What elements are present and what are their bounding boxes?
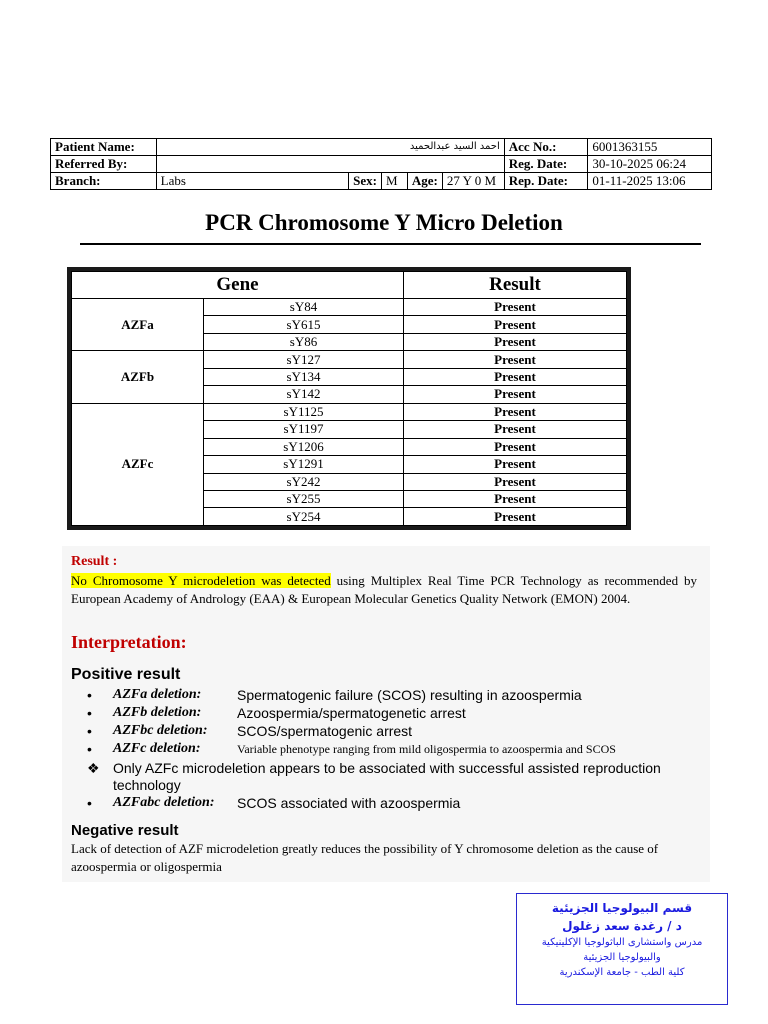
- branch-label: Branch:: [51, 173, 157, 190]
- marker-cell: sY1206: [204, 438, 404, 455]
- positive-result-heading: Positive result: [71, 666, 181, 683]
- result-cell: Present: [404, 456, 627, 473]
- result-heading: Result :: [71, 554, 118, 569]
- marker-cell: sY127: [204, 351, 404, 368]
- result-cell: Present: [404, 473, 627, 490]
- deletion-description: Azoospermia/spermatogenetic arrest: [237, 705, 466, 721]
- result-cell: Present: [404, 421, 627, 438]
- title-divider: [80, 243, 701, 245]
- report-body: [62, 546, 710, 882]
- bullet-icon: •: [87, 687, 92, 703]
- stamp-title: مدرس واستشارى الباثولوجيا الإكلينيكية: [541, 937, 703, 948]
- deletion-term: AZFbc deletion: [113, 723, 203, 738]
- marker-cell: sY134: [204, 368, 404, 385]
- age-label: Age:: [407, 173, 442, 190]
- result-paragraph: [71, 572, 697, 608]
- report-title: PCR Chromosome Y Micro Deletion: [205, 210, 563, 235]
- stamp-title-cont: والبيولوجيا الجزيئية: [583, 952, 661, 963]
- table-row: [72, 299, 627, 316]
- diamond-bullet-icon: ❖: [87, 760, 100, 776]
- stamp-department: قسم البيولوجيا الجزيئية: [551, 901, 693, 915]
- gene-table-body: [72, 299, 627, 526]
- patient-name-label: Patient Name:: [51, 139, 157, 156]
- referred-by-value: [156, 156, 504, 173]
- marker-cell: sY1291: [204, 456, 404, 473]
- marker-cell: sY142: [204, 386, 404, 403]
- marker-cell: sY242: [204, 473, 404, 490]
- negative-result-heading: Negative result: [71, 822, 179, 839]
- doctor-stamp: [516, 893, 728, 1005]
- bullet-icon: •: [87, 795, 92, 811]
- deletion-term: AZFa deletion: [113, 687, 197, 702]
- result-cell: Present: [404, 508, 627, 526]
- stamp-doctor-name: د / رغدة سعد زغلول: [562, 919, 682, 933]
- list-item: [87, 760, 697, 794]
- acc-no-label: Acc No.:: [504, 139, 588, 156]
- marker-cell: sY84: [204, 299, 404, 316]
- stamp-institution: كلية الطب - جامعة الإسكندرية: [559, 967, 685, 978]
- rep-date-label: Rep. Date:: [504, 173, 588, 190]
- age-value: 27 Y 0 M: [442, 173, 504, 190]
- term-separator: :: [196, 687, 202, 702]
- deletion-description: SCOS/spermatogenic arrest: [237, 723, 413, 739]
- patient-name-value: احمد السيد عبدالحميد: [156, 139, 504, 156]
- bullet-icon: •: [87, 741, 92, 757]
- table-row: [72, 351, 627, 368]
- deletion-term: AZFc deletion:: [113, 741, 201, 756]
- deletion-description: Variable phenotype ranging from mild oligospermia to azoospermia and SCOS: [237, 742, 616, 756]
- list-item: [87, 794, 697, 812]
- result-cell: Present: [404, 386, 627, 403]
- list-item: [87, 722, 697, 740]
- positive-result-list: [87, 686, 697, 812]
- marker-cell: sY86: [204, 333, 404, 350]
- result-highlight-no: No: [71, 573, 87, 588]
- result-cell: Present: [404, 351, 627, 368]
- marker-cell: sY1197: [204, 421, 404, 438]
- result-cell: Present: [404, 368, 627, 385]
- interpretation-heading: Interpretation:: [71, 632, 187, 652]
- azfc-note: Only AZFc microdeletion appears to be associated with successful assisted reproduction technology: [113, 760, 661, 793]
- marker-cell: sY255: [204, 490, 404, 507]
- result-highlight-text: Chromosome Y microdeletion was detected: [86, 573, 331, 588]
- result-text: using Multiplex Real Time PCR Technology as recommended by European Academy of Andrology (EAA) & European Molecular Genetics Quality Network (EMON) 2004.: [71, 573, 697, 606]
- result-cell: Present: [404, 316, 627, 333]
- list-item: [87, 704, 697, 722]
- table-row: [72, 403, 627, 420]
- gene-column-header: Gene: [72, 272, 404, 299]
- deletion-term: AZFabc deletion:: [113, 795, 215, 810]
- list-item: [87, 740, 697, 758]
- referred-by-label: Referred By:: [51, 156, 157, 173]
- acc-no-value: 6001363155: [588, 139, 712, 156]
- gene-group-cell: AZFa: [72, 299, 204, 351]
- term-separator: :: [202, 723, 208, 738]
- deletion-description: Spermatogenic failure (SCOS) resulting in azoospermia: [237, 687, 582, 703]
- negative-result-text: Lack of detection of AZF microdeletion greatly reduces the possibility of Y chromosome deletion as the cause of azoospermia or oligospermia: [71, 841, 659, 874]
- gene-group-cell: AZFb: [72, 351, 204, 403]
- sex-value: M: [381, 173, 407, 190]
- result-column-header: Result: [404, 272, 627, 299]
- rep-date-value: 01-11-2025 13:06: [588, 173, 712, 190]
- result-cell: Present: [404, 299, 627, 316]
- result-cell: Present: [404, 490, 627, 507]
- result-cell: Present: [404, 438, 627, 455]
- bullet-icon: •: [87, 705, 92, 721]
- sex-label: Sex:: [349, 173, 382, 190]
- gene-table-frame: [67, 267, 631, 530]
- gene-group-cell: AZFc: [72, 403, 204, 525]
- branch-value: Labs: [156, 173, 349, 190]
- result-cell: Present: [404, 333, 627, 350]
- gene-result-table: [71, 271, 627, 526]
- reg-date-value: 30-10-2025 06:24: [588, 156, 712, 173]
- deletion-term: AZFb deletion:: [113, 705, 202, 720]
- patient-info-table: [50, 138, 712, 190]
- deletion-description: SCOS associated with azoospermia: [237, 795, 461, 811]
- bullet-icon: •: [87, 723, 92, 739]
- reg-date-label: Reg. Date:: [504, 156, 588, 173]
- marker-cell: sY254: [204, 508, 404, 526]
- result-cell: Present: [404, 403, 627, 420]
- list-item: [87, 686, 697, 704]
- marker-cell: sY1125: [204, 403, 404, 420]
- marker-cell: sY615: [204, 316, 404, 333]
